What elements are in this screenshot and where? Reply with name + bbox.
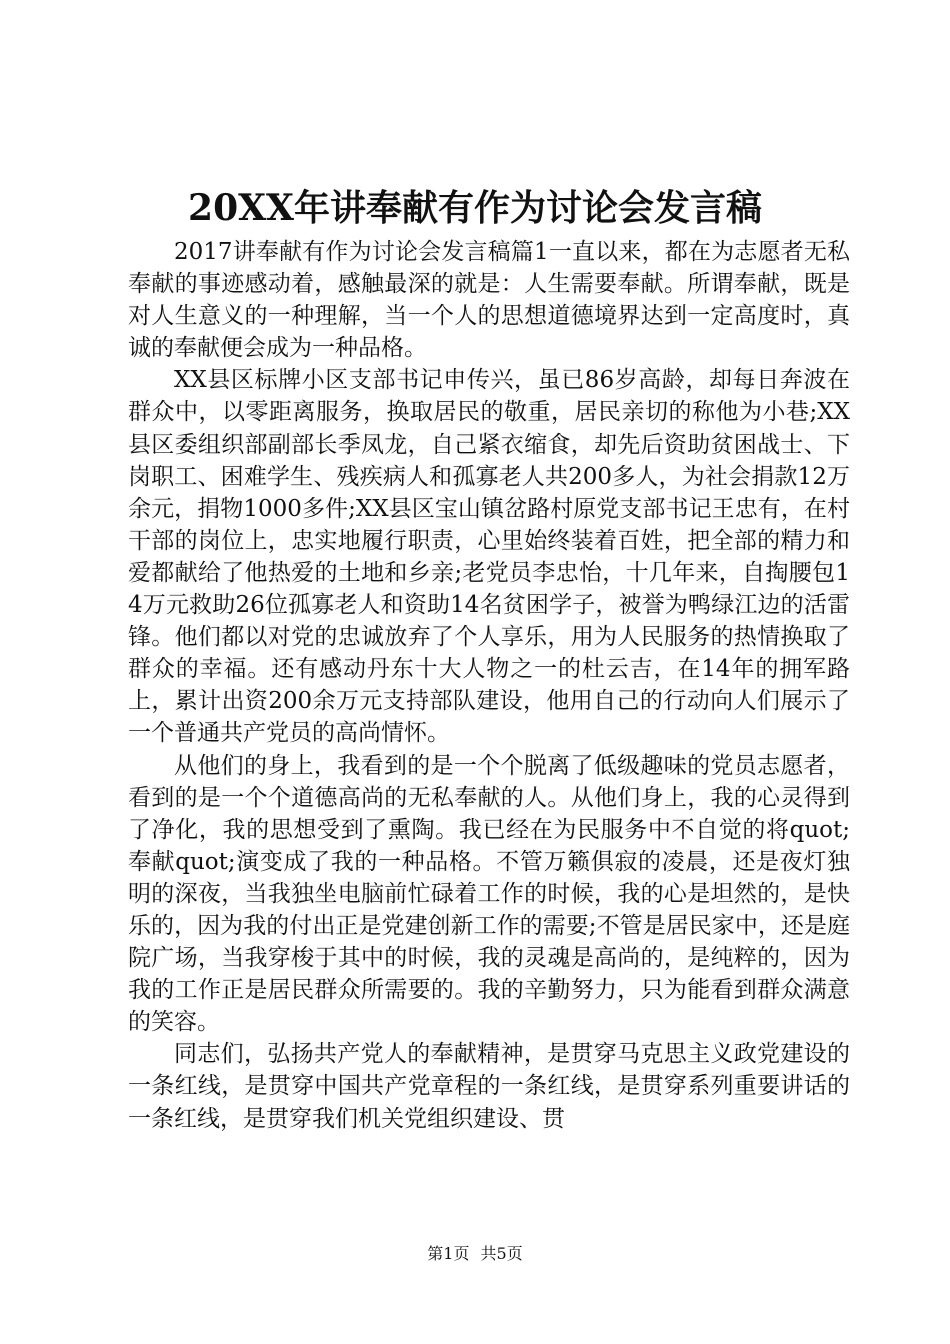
page-footer [0,1243,950,1265]
paragraph-2: XX县区标牌小区支部书记申传兴，虽已86岁高龄，却每日奔波在群众中，以零距离服务，换取居民的敬重，居民亲切的称他为小巷;XX县区委组织部副部长季凤龙，自己紧衣缩食，却先后资助贫困战士、下岗职工、困难学生、残疾病人和孤寡老人共200多人，为社会捐款12万余元，捐物1000多件;XX县区宝山镇岔路村原党支部书记王忠有，在村干部的岗位上，忠实地履行职责，心里始终装着百姓，把全部的精力和爱都献给了他热爱的土地和乡亲;老党员李忠怡，十几年来，自掏腰包14万元救助26位孤寡老人和资助14名贫困学子，被誉为鸭绿江边的活雷锋。他们都以对党的忠诚放弃了个人享乐，用为人民服务的热情换取了群众的幸福。还有感动丹东十大人物之一的杜云吉，在14年的拥军路上，累计出资200余万元支持部队建设，他用自己的行动向人们展示了一个普通共产党员的高尚情怀。 [128,367,850,747]
paragraph-4: 同志们，弘扬共产党人的奉献精神，是贯穿马克思主义政党建设的一条红线，是贯穿中国共产党章程的一条红线，是贯穿系列重要讲话的一条红线，是贯穿我们机关党组织建设、贯 [128,1041,850,1132]
document-body [128,236,850,1135]
paragraph-1: 2017讲奉献有作为讨论会发言稿篇1一直以来，都在为志愿者无私奉献的事迹感动着，感触最深的就是：人生需要奉献。所谓奉献，既是对人生意义的一种理解，当一个人的思想道德境界达到一定高度时，真诚的奉献便会成为一种品格。 [128,239,850,362]
paragraph-3: 从他们的身上，我看到的是一个个脱离了低级趣味的党员志愿者，看到的是一个个道德高尚的无私奉献的人。从他们身上，我的心灵得到了净化，我的思想受到了熏陶。我已经在为民服务中不自觉的将quot;奉献quot;演变成了我的一种品格。不管万籁俱寂的凌晨，还是夜灯独明的深夜，当我独坐电脑前忙碌着工作的时候，我的心是坦然的，是快乐的，因为我的付出正是党建创新工作的需要;不管是居民家中，还是庭院广场，当我穿梭于其中的时候，我的灵魂是高尚的，是纯粹的，因为我的工作正是居民群众所需要的。我的辛勤努力，只为能看到群众满意的笑容。 [128,752,850,1036]
page-total: 共5页 [480,1244,523,1263]
document-title: 20XX年讲奉献有作为讨论会发言稿 [188,187,762,229]
page-number: 第1页 [427,1244,470,1263]
